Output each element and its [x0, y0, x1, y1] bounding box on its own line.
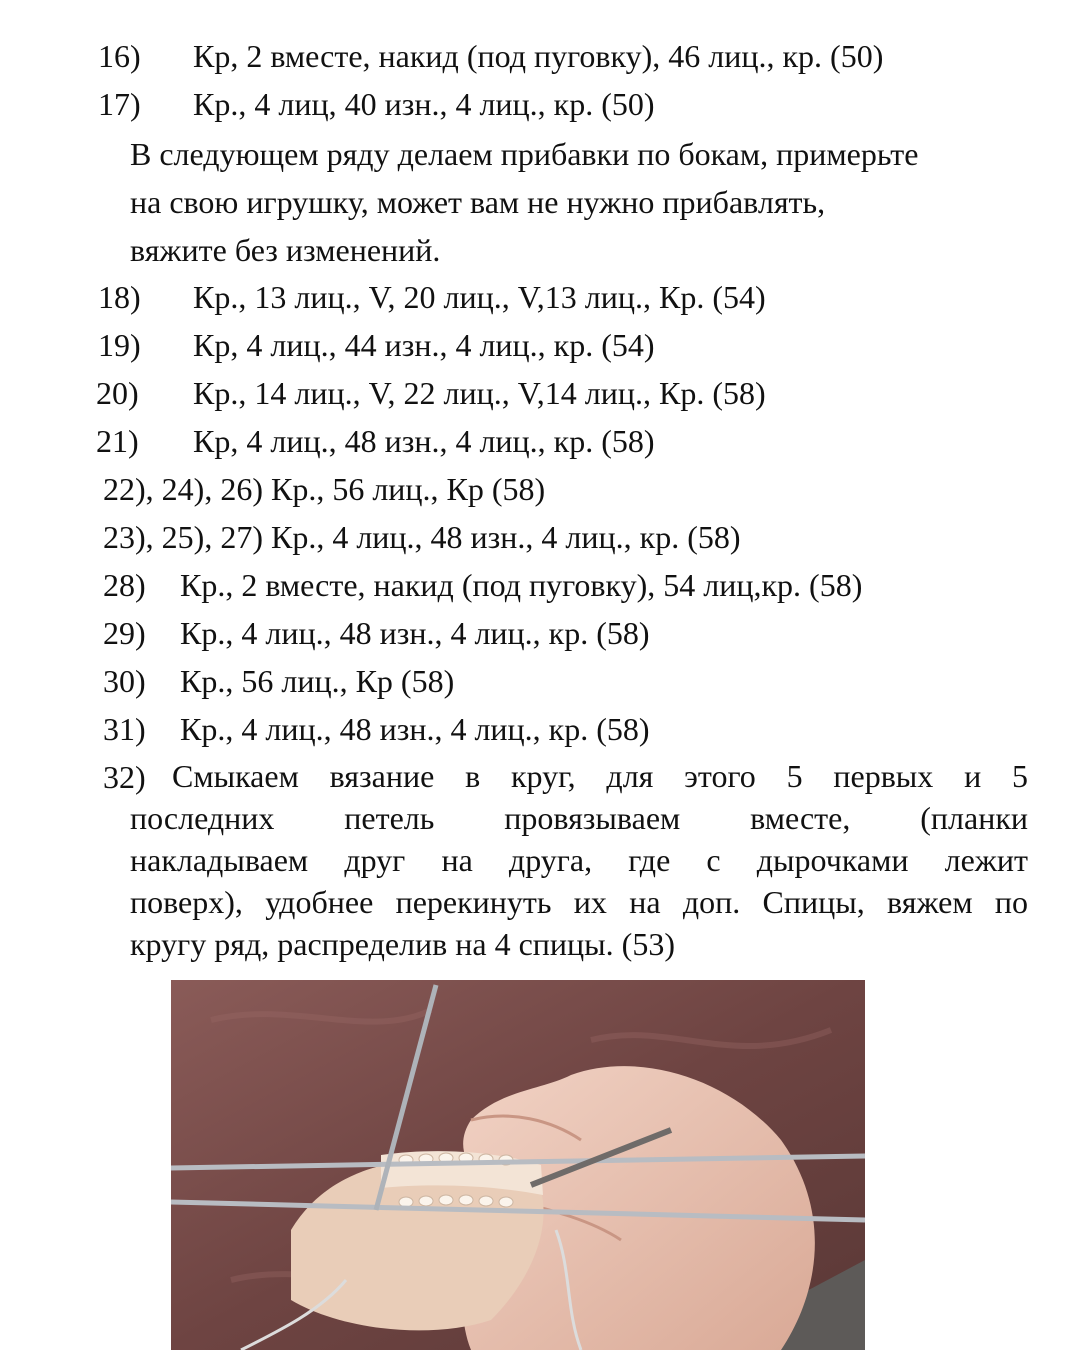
row-number: 19): [98, 327, 141, 363]
row-number: 18): [98, 279, 141, 315]
step-32-line: кругу ряд, распределив на 4 спицы. (53): [130, 926, 675, 962]
knitting-photo: [171, 980, 865, 1350]
row-number: 30): [103, 663, 146, 699]
row-22-24-26: [103, 469, 545, 509]
note-line: на свою игрушку, может вам не нужно прибавлять,: [130, 184, 826, 220]
row-text: Кр., 56 лиц., Кр (58): [270, 471, 546, 507]
step-32-line: поверх), удобнее перекинуть их на доп. Спицы, вяжем по: [130, 884, 1028, 920]
note-paragraph: [130, 130, 918, 274]
row-23-25-27: [103, 517, 741, 557]
row-number: 21): [96, 423, 139, 459]
row-number: 28): [103, 567, 146, 603]
row-text: Кр, 4 лиц., 48 изн., 4 лиц., кр. (58): [193, 423, 655, 459]
row-text: Кр., 56 лиц., Кр (58): [180, 663, 455, 699]
row-text: Кр., 4 лиц., 48 изн., 4 лиц., кр. (58): [180, 615, 650, 651]
step-32-line: накладываем друг на друга, где с дырочками лежит: [130, 842, 1028, 878]
row-text: Кр., 2 вместе, накид (под пуговку), 54 лиц,кр. (58): [180, 567, 863, 603]
step-32-line: последних петель провязываем вместе, (планки: [130, 800, 1028, 836]
row-text: Кр., 4 лиц, 40 изн., 4 лиц., кр. (50): [193, 86, 655, 122]
row-number: 20): [96, 375, 139, 411]
row-text: Кр., 13 лиц., V, 20 лиц., V,13 лиц., Кр. (54): [193, 279, 766, 315]
knitting-illustration: [171, 980, 865, 1350]
row-text: Кр, 2 вместе, накид (под пуговку), 46 лиц., кр. (50): [193, 38, 884, 74]
row-text: Кр., 14 лиц., V, 22 лиц., V,14 лиц., Кр. (58): [193, 375, 766, 411]
row-number: 16): [98, 38, 141, 74]
step-32-paragraph: [130, 755, 1028, 965]
row-text: Кр., 4 лиц., 48 изн., 4 лиц., кр. (58): [270, 519, 741, 555]
row-number: 29): [103, 615, 146, 651]
row-number: 22), 24), 26): [103, 471, 263, 507]
note-line: В следующем ряду делаем прибавки по бокам, примерьте: [130, 136, 919, 172]
row-text: Кр., 4 лиц., 48 изн., 4 лиц., кр. (58): [180, 711, 650, 747]
note-line: вяжите без изменений.: [130, 232, 441, 268]
row-number: 17): [98, 86, 141, 122]
row-number: 31): [103, 711, 146, 747]
row-number: 32): [103, 759, 146, 795]
step-32-line: Смыкаем вязание в круг, для этого 5 первых и 5: [172, 758, 1028, 794]
row-text: Кр, 4 лиц., 44 изн., 4 лиц., кр. (54): [193, 327, 655, 363]
row-number: 23), 25), 27): [103, 519, 263, 555]
